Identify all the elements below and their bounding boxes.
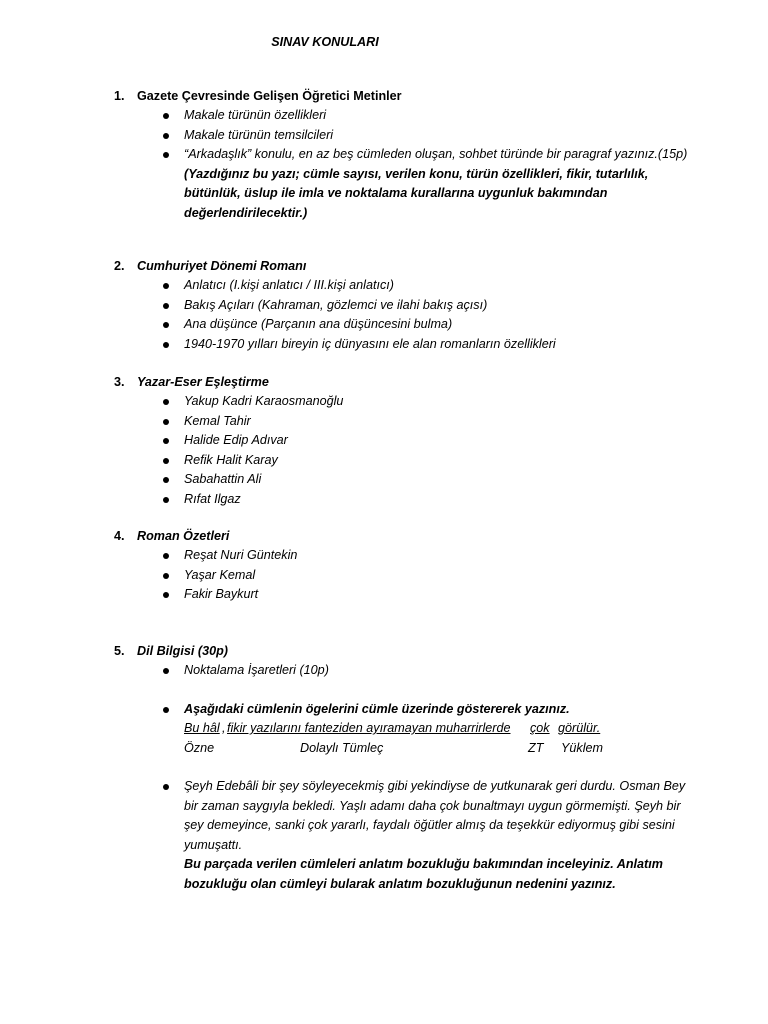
section-title: Dil Bilgisi (30p) (137, 644, 228, 658)
list-item: Noktalama İşaretleri (10p) (114, 661, 694, 681)
list-item: Makale türünün özellikleri (114, 106, 694, 126)
role-label: Dolaylı Tümleç (300, 740, 384, 755)
passage-text: Şeyh Edebâli bir şey söyleyecekmiş gibi yekindiyse de yutkunarak geri durdu. Osman Bey bir zaman saygıyla bekledi. Yaşlı adamı daha çok bunaltmayı uygun görmemişti. Şeyh bir şey demeyince, sanki çok yararlı, faydalı öğütler almış da teşekkür ediyormuş gibi sesini yumuşattı. (184, 779, 686, 852)
predicate-phrase: görülür. (558, 721, 601, 735)
list-item: 1940-1970 yılları bireyin iç dünyasını ele alan romanların özellikleri (114, 335, 694, 355)
role-label: Yüklem (561, 740, 603, 755)
bullet-icon (163, 152, 169, 158)
list-item: Ana düşünce (Parçanın ana düşüncesini bulma) (114, 315, 694, 335)
list-item: Yakup Kadri Karaosmanoğlu (114, 392, 694, 412)
example-sentence (184, 719, 694, 739)
section-5-list (114, 661, 694, 894)
section-3-heading (114, 373, 694, 392)
bullet-icon (163, 458, 169, 464)
list-item: Makale türünün temsilcileri (114, 126, 694, 146)
section-title: Cumhuriyet Dönemi Romanı (137, 259, 307, 273)
page-title: SINAV KONULARI (271, 35, 379, 49)
bullet-icon (163, 303, 169, 309)
section-2-list (114, 276, 694, 354)
bullet-icon (163, 342, 169, 348)
list-item: Anlatıcı (I.kişi anlatıcı / III.kişi anlatıcı) (114, 276, 694, 296)
section-2-heading (114, 257, 694, 276)
section-4-list (114, 546, 694, 605)
bullet-icon (163, 283, 169, 289)
bullet-icon (163, 553, 169, 559)
section-title: Yazar-Eser Eşleştirme (137, 375, 269, 389)
list-item (114, 700, 694, 759)
list-item: Refik Halit Karay (114, 451, 694, 471)
bullet-icon (163, 419, 169, 425)
list-item: Bakış Açıları (Kahraman, gözlemci ve ilahi bakış açısı) (114, 296, 694, 316)
sentence-comma: , (222, 721, 226, 735)
question-text: Bu parçada verilen cümleleri anlatım bozukluğu bakımından inceleyiniz. Anlatım bozukluğu olan cümleyi bularak anlatım bozukluğunun nedenini yazınız. (184, 857, 663, 891)
section-3-list (114, 392, 694, 509)
list-item: Fakir Baykurt (114, 585, 694, 605)
list-item: Halide Edip Adıvar (114, 431, 694, 451)
list-item (114, 777, 694, 894)
bullet-icon (163, 113, 169, 119)
role-label: ZT (528, 740, 544, 755)
bullet-icon (163, 497, 169, 503)
section-title: Roman Özetleri (137, 529, 230, 543)
list-item: Reşat Nuri Güntekin (114, 546, 694, 566)
sentence-element-labels (184, 739, 694, 759)
section-title: Gazete Çevresinde Gelişen Öğretici Metinler (137, 89, 402, 103)
bullet-icon (163, 592, 169, 598)
adverbial-phrase: çok (530, 721, 550, 735)
bullet-icon (163, 573, 169, 579)
section-2 (114, 257, 694, 354)
section-5-heading (114, 642, 694, 661)
list-item: Kemal Tahir (114, 412, 694, 432)
section-5 (114, 642, 694, 894)
writing-task: “Arkadaşlık” konulu, en az beş cümleden oluşan, sohbet türünde bir paragraf yazınız.(15p) (184, 147, 688, 161)
section-number: 4. (114, 529, 125, 543)
bullet-icon (163, 707, 169, 713)
section-number: 3. (114, 375, 125, 389)
bullet-icon (163, 477, 169, 483)
section-1-heading (114, 87, 694, 106)
bullet-icon (163, 322, 169, 328)
section-4 (114, 527, 694, 605)
section-3 (114, 373, 694, 509)
section-number: 1. (114, 89, 125, 103)
list-item: Rıfat Ilgaz (114, 490, 694, 510)
list-item: Yaşar Kemal (114, 566, 694, 586)
bullet-icon (163, 133, 169, 139)
list-item (114, 145, 694, 223)
list-item: Sabahattin Ali (114, 470, 694, 490)
indirect-object-phrase: fikir yazılarını fanteziden ayıramayan muharrirlerde (227, 721, 511, 735)
grading-note: (Yazdığınız bu yazı; cümle sayısı, verilen konu, türün özellikleri, fikir, tutarlılık, bütünlük, üslup ile imla ve noktalama kurallarına uygunluk bakımından değerlendirilecektir.) (184, 166, 649, 220)
section-4-heading (114, 527, 694, 546)
section-number: 5. (114, 644, 125, 658)
bullet-icon (163, 668, 169, 674)
question-text: Aşağıdaki cümlenin ögelerini cümle üzerinde göstererek yazınız. (184, 701, 570, 716)
bullet-icon (163, 784, 169, 790)
section-1-list (114, 106, 694, 223)
section-number: 2. (114, 259, 125, 273)
bullet-icon (163, 438, 169, 444)
section-1 (114, 87, 694, 223)
bullet-icon (163, 399, 169, 405)
role-label: Özne (184, 740, 215, 755)
subject-phrase: Bu hâl (184, 721, 220, 735)
